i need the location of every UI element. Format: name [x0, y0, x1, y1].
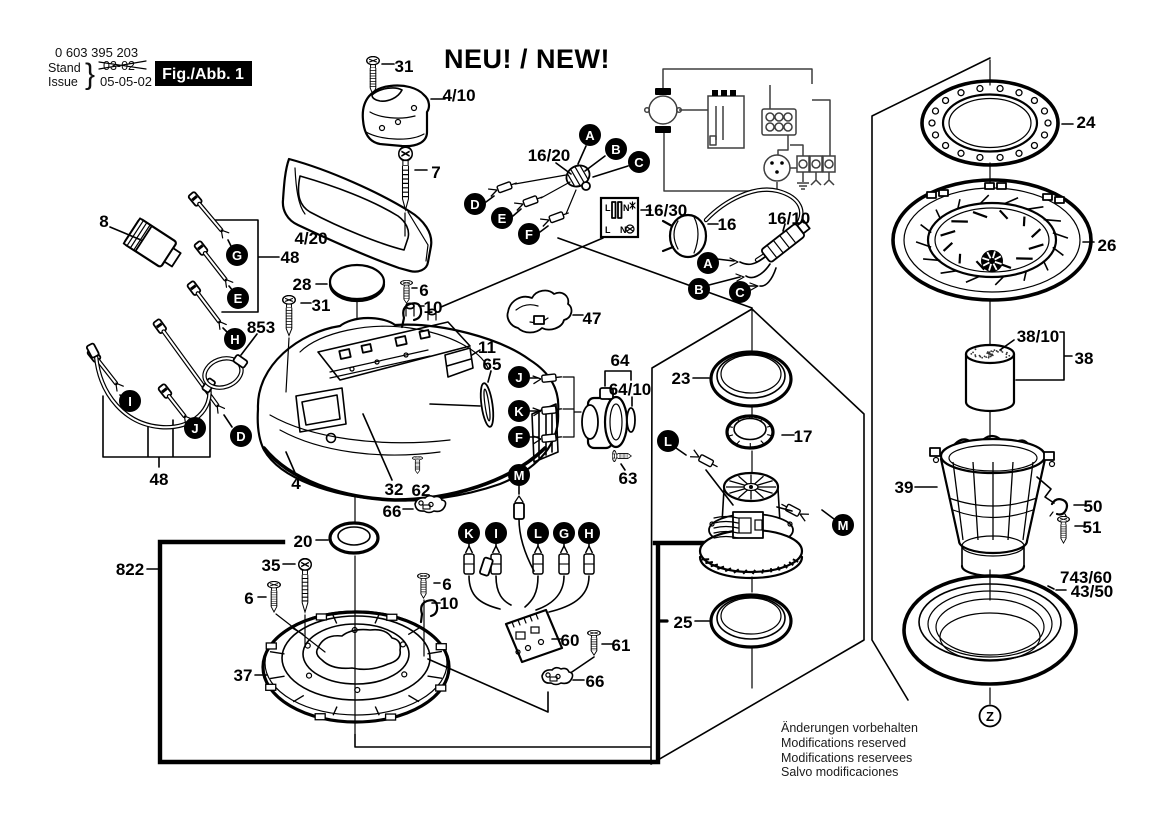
- seal-ring-23: [693, 352, 791, 406]
- callout-letter: J: [515, 369, 523, 385]
- callout-F: [519, 224, 540, 245]
- callout-A: [580, 125, 601, 146]
- part-label-4: 4: [291, 474, 301, 493]
- callout-H: [225, 329, 246, 350]
- issue-date: 05-05-02: [100, 74, 153, 89]
- part-label-11: 11: [478, 338, 496, 357]
- part-label-17: 17: [793, 427, 813, 446]
- part-label-38: 38: [1074, 349, 1094, 368]
- callout-letter: F: [525, 226, 533, 242]
- callout-D: [231, 426, 252, 447]
- part-label-6: 6: [419, 281, 429, 300]
- cover-ring-24: [922, 81, 1073, 165]
- part-label-61: 61: [611, 636, 631, 655]
- clamp-47: [507, 291, 583, 333]
- part-label-4-20: 4/20: [294, 229, 328, 248]
- part-label-7: 7: [431, 163, 441, 182]
- callout-letter: I: [128, 393, 132, 409]
- pcb-60: [506, 610, 562, 662]
- callout-letter: J: [191, 420, 199, 436]
- washer-64-10: [627, 408, 635, 432]
- callout-letter: H: [230, 331, 240, 347]
- screw-61-icon: [588, 630, 601, 655]
- screw-31b-icon: [283, 296, 296, 336]
- clip-66b-icon: [542, 668, 573, 685]
- screw-6a-icon: [401, 280, 413, 303]
- screw-7-icon: [399, 147, 413, 210]
- callout-E: [228, 288, 249, 309]
- callout-J: [185, 418, 206, 439]
- part-label-51: 51: [1082, 518, 1102, 537]
- callout-F: [509, 427, 530, 448]
- part-label-6: 6: [442, 575, 452, 594]
- screw-51-icon: [1058, 516, 1070, 543]
- callout-L: [528, 523, 549, 544]
- stand-label: Stand: [48, 61, 81, 75]
- callout-letter: L: [664, 433, 672, 449]
- part-label-25: 25: [673, 613, 693, 632]
- part-label-38-10: 38/10: [1016, 327, 1060, 346]
- part-label-62: 62: [411, 481, 431, 500]
- terminal-box-16-30: [601, 198, 651, 237]
- part-label-64: 64: [610, 351, 630, 370]
- part-label-48: 48: [149, 470, 169, 489]
- schematic-relay: [708, 96, 744, 148]
- screw-6b-icon: [268, 581, 281, 612]
- part-label-28: 28: [292, 275, 312, 294]
- callout-K: [459, 523, 480, 544]
- part-label-43-50: 43/50: [1070, 582, 1114, 601]
- part-label-6: 6: [244, 589, 254, 608]
- part-label-64-10: 64/10: [608, 380, 652, 399]
- diffuser-26: [893, 180, 1094, 300]
- part-label-4-10: 4/10: [442, 86, 476, 105]
- part-label-48: 48: [280, 248, 300, 267]
- filter-cage-39: [915, 436, 1055, 576]
- pin-d-icon: [488, 179, 518, 196]
- part-label-10: 10: [423, 298, 443, 317]
- screw-35-icon: [299, 559, 312, 612]
- header: [48, 44, 610, 91]
- part-label-50: 50: [1083, 497, 1103, 516]
- part-number: 0 603 395 203: [55, 45, 139, 60]
- part-label-20: 20: [293, 532, 313, 551]
- part-label-65: 65: [482, 355, 502, 374]
- callout-letter: M: [513, 467, 525, 483]
- callout-letter: K: [464, 525, 474, 541]
- callout-letter: L: [534, 525, 542, 541]
- handle-4-20: [280, 147, 431, 272]
- callout-letter: G: [558, 525, 570, 541]
- callout-A: [698, 253, 719, 274]
- callout-L: [658, 431, 679, 452]
- callout-C: [629, 152, 650, 173]
- part-label-10: 10: [439, 594, 459, 613]
- part-label-37: 37: [233, 666, 253, 685]
- callout-M: [509, 465, 530, 486]
- callout-B: [689, 279, 710, 300]
- pad-28: [330, 265, 384, 299]
- schematic-motor: [649, 96, 677, 124]
- terminal-l-bottom: L: [605, 225, 611, 235]
- callout-letter: D: [236, 428, 246, 444]
- date-brace: }: [85, 58, 96, 91]
- wiring-schematic: [645, 69, 835, 191]
- callout-letter: B: [694, 281, 704, 297]
- footer-line-en: Modifications reserved: [781, 736, 907, 750]
- callout-E: [492, 208, 513, 229]
- seal-ring-25: [695, 595, 791, 647]
- callout-letter: M: [837, 517, 849, 533]
- callout-letter: D: [470, 196, 480, 212]
- callout-letter: F: [515, 429, 523, 445]
- part-label-32: 32: [384, 480, 404, 499]
- pin-e-icon: [514, 193, 544, 210]
- terminals-kilgh: [464, 486, 612, 685]
- suction-turbine: [676, 448, 834, 578]
- part-label-822: 822: [115, 560, 145, 579]
- part-label-24: 24: [1076, 113, 1096, 132]
- callout-I: [120, 391, 141, 412]
- part-label-16-20: 16/20: [527, 146, 571, 165]
- switch-8: [124, 218, 185, 272]
- callout-letter: A: [703, 255, 713, 271]
- callout-letter: E: [233, 290, 243, 306]
- part-label-35: 35: [261, 556, 281, 575]
- callout-K: [509, 401, 530, 422]
- part-label-16-10: 16/10: [767, 209, 811, 228]
- clip-50-screw-51: [1037, 477, 1084, 543]
- part-label-26: 26: [1097, 236, 1117, 255]
- part-label-31: 31: [394, 57, 414, 76]
- screw-63-icon: [612, 451, 631, 462]
- part-label-63: 63: [618, 469, 638, 488]
- new-banner: NEU! / NEW!: [444, 44, 610, 74]
- callout-C: [730, 282, 751, 303]
- part-label-31: 31: [311, 296, 331, 315]
- part-label-66: 66: [382, 502, 402, 521]
- callout-letter: C: [735, 284, 745, 300]
- callout-letter: B: [611, 141, 621, 157]
- callout-letter: C: [634, 154, 644, 170]
- base-plate-37: [255, 559, 452, 722]
- part-label-60: 60: [560, 631, 580, 650]
- callout-J: [509, 367, 530, 388]
- callout-Z: [980, 706, 1001, 727]
- callout-letter: I: [494, 525, 498, 541]
- callout-letter: A: [585, 127, 595, 143]
- callout-letter: E: [497, 210, 507, 226]
- schematic-plug: [764, 155, 790, 181]
- plug-icon: [670, 215, 706, 257]
- callout-D: [465, 194, 486, 215]
- superseded-date: 03-02: [103, 59, 135, 73]
- part-label-66: 66: [585, 672, 605, 691]
- callout-letter: H: [584, 525, 594, 541]
- callout-G: [227, 245, 248, 266]
- part-label-16-30: 16/30: [644, 201, 688, 220]
- callout-I: [486, 523, 507, 544]
- part-label-23: 23: [671, 369, 691, 388]
- callout-letter: G: [231, 247, 243, 263]
- part-label-8: 8: [99, 212, 109, 231]
- ring-20: [316, 523, 378, 553]
- part-label-853: 853: [246, 318, 276, 337]
- part-label-16: 16: [717, 215, 737, 234]
- issue-label: Issue: [48, 75, 78, 89]
- callout-letter: K: [514, 403, 524, 419]
- figure-label: Fig./Abb. 1: [162, 66, 244, 83]
- callout-H: [579, 523, 600, 544]
- footer-line-fr: Modifications reservees: [781, 751, 913, 765]
- terminal-l-top: L: [605, 203, 611, 213]
- terminal-n-top: N: [623, 203, 630, 213]
- terminal-n-bottom: N: [620, 225, 627, 235]
- callout-G: [554, 523, 575, 544]
- part-label-47: 47: [582, 309, 602, 328]
- part-label-743-60: 743/60: [1060, 568, 1112, 587]
- part-label-39: 39: [894, 478, 914, 497]
- callout-B: [606, 139, 627, 160]
- screw-6c-icon: [418, 573, 430, 598]
- cable-set-left: [86, 191, 257, 427]
- footer-line-de: Änderungen vorbehalten: [781, 721, 918, 735]
- footer-note: [781, 721, 918, 779]
- pin-f-icon: [540, 209, 570, 226]
- footer-line-es: Salvo modificaciones: [781, 765, 899, 779]
- callout-M: [833, 515, 854, 536]
- callout-letter: Z: [986, 708, 994, 724]
